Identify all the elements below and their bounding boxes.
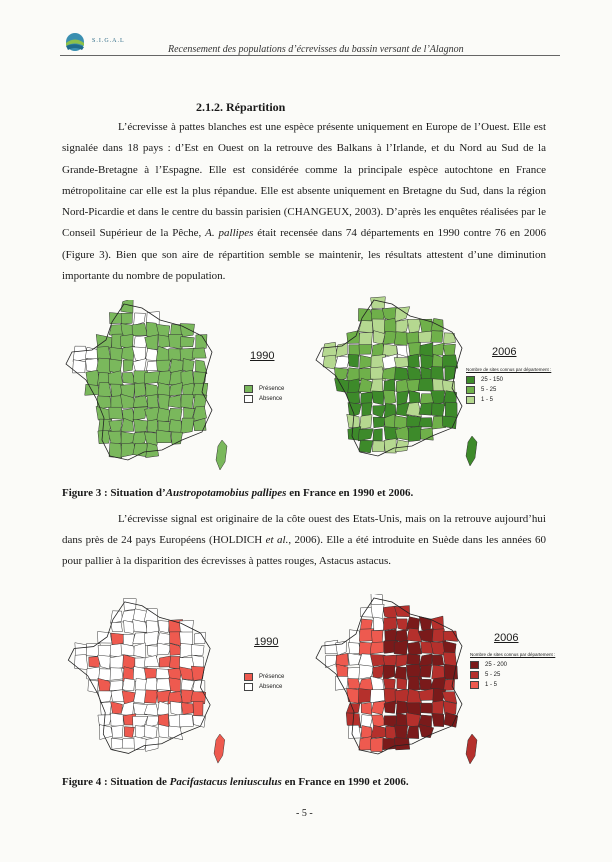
legend-fig4-1990 [244, 673, 284, 693]
sigal-logo [60, 32, 90, 52]
map-leniusculus-1990 [62, 598, 232, 768]
map-pallipes-1990 [62, 300, 232, 475]
map-year-2006-fig3: 2006 [492, 346, 517, 358]
running-title: Recensement des populations d’écrevisses du bassin versant de l’Alagnon [168, 44, 464, 55]
map-pallipes-2006 [312, 296, 482, 471]
legend-item-low: 1 - 5 [470, 681, 560, 689]
paragraph-repartition: L’écrevisse à pattes blanches est une espèce présente uniquement en Europe de l’Ouest. Elle est signalée dans 18 pays : d’Est en Ouest on la retrouve des Balkans à l’Irlande, et du Nord au Sud de la Grande-Bretagne à l’Espagne. Elle est considérée comme la principale espèce autochtone en France métropolitaine car elle est la plus répandue. Elle est absente uniquement en Bretagne du Sud, dans la région Nord-Picardie et dans le centre du bassin parisien (CHANGEUX, 2003). D’après les enquêtes réalisées par le Conseil Supérieur de la Pêche, A. pallipes était recensée dans 74 départements en 1990 contre 76 en 2006 (Figure 3). Bien que son aire de répartition semble se maintenir, les résultats attestent d’une diminution importante du nombre de population. [62, 121, 547, 283]
france-departments [66, 300, 227, 470]
legend-item-mid: 5 - 25 [466, 386, 556, 394]
map-year-1990-fig4: 1990 [254, 636, 279, 648]
legend-item-mid: 5 - 25 [470, 671, 560, 679]
header-rule [60, 55, 560, 56]
france-departments [68, 599, 224, 764]
map-year-1990-fig3: 1990 [250, 350, 275, 362]
legend-item-absence: Absence [244, 683, 284, 691]
legend-item-presence: Présence [244, 385, 284, 393]
figure4-caption: Figure 4 : Situation de Pacifastacus leniusculus en France en 1990 et 2006. [62, 776, 409, 788]
logo-text: S.I.G.A.L [92, 38, 125, 44]
legend-item-low: 1 - 5 [466, 396, 556, 404]
legend-fig3-1990 [244, 385, 284, 405]
legend-fig4-2006: Nombre de sites connus par département : 25 - 200 5 - 25 1 - 5 [470, 652, 560, 691]
france-departments [316, 594, 477, 764]
page-number: - 5 - [296, 808, 313, 819]
figure3-caption: Figure 3 : Situation d’Austropotamobius pallipes en France en 1990 et 2006. [62, 487, 414, 499]
map-year-2006-fig4: 2006 [494, 632, 519, 644]
france-departments [316, 297, 477, 466]
species-name: A. pallipes [205, 227, 254, 240]
legend-fig3-2006: Nombre de sites connus par département : 25 - 150 5 - 25 1 - 5 [466, 367, 556, 406]
paragraph-signal: L’écrevisse signal est originaire de la côte ouest des Etats-Unis, mais on la retrouve aujourd’hui dans près de 24 pays Européens (HOLDICH et al., 2006). Elle a été introduite en Suède dans les années 60 pour pallier à la disparition des écrevisses à pattes rouges, Astacus astacus. [62, 513, 547, 567]
legend-item-high: 25 - 150 [466, 376, 556, 384]
map-leniusculus-2006 [312, 594, 482, 769]
section-heading: 2.1.2. Répartition [196, 100, 286, 114]
legend-item-absence: Absence [244, 395, 284, 403]
legend-item-high: 25 - 200 [470, 661, 560, 669]
legend-item-presence: Présence [244, 673, 284, 681]
